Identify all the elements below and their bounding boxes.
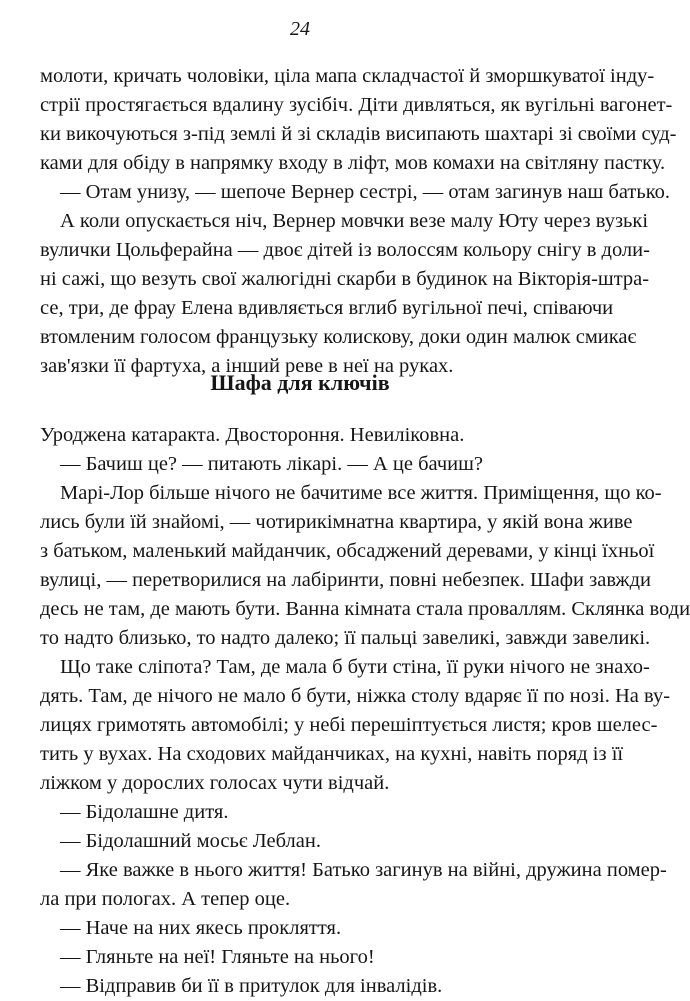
dialogue-line: — Отам унизу, — шепоче Вернер сестрі, — отам загинув наш батько. [60, 181, 670, 203]
dialogue-line: — Яке важке в нього життя! Батько загинув на війні, дружина помер- [60, 859, 667, 881]
text-line: лицях гримотять автомобілі; у небі перешіптується листя; кров шелес- [40, 714, 658, 736]
text-line: десь не там, де мають бути. Ванна кімната стала проваллям. Склянка води [40, 598, 690, 620]
chapter-heading: Шафа для ключів [210, 370, 390, 395]
text-line: тить у вухах. На сходових майданчиках, на кухні, навіть поряд із її [40, 743, 624, 765]
text-line: ками для обіду в напрямку входу в ліфт, мов комахи на світляну пастку. [40, 152, 666, 174]
text-line: Марі-Лор більше нічого не бачитиме все життя. Приміщення, що ко- [60, 482, 662, 504]
text-line: Що таке сліпота? Там, де мала б бути стіна, її руки нічого не знахо- [60, 656, 650, 678]
text-line: ла при пологах. А тепер оце. [40, 888, 291, 910]
text-line: вулиці, — перетворилися на лабіринти, повні небезпек. Шафи завжди [40, 569, 651, 591]
dialogue-line: — Бідолашний мосьє Леблан. [60, 830, 321, 852]
text-line: ліжком у дорослих голосах чути відчай. [40, 772, 390, 794]
text-line: лись були їй знайомі, — чотирикімнатна квартира, у якій вона живе [40, 511, 633, 533]
text-line: молоти, кричать чоловіки, ціла мапа складчастої й зморшкуватої інду- [40, 65, 655, 87]
text-block-1 [40, 62, 677, 381]
text-line: вулички Цольферайна — двоє дітей із волоссям кольору снігу в доли- [40, 239, 650, 261]
page-number: 24 [290, 18, 310, 40]
text-line: Уроджена катаракта. Двостороння. Невиліковна. [40, 424, 465, 446]
dialogue-line: — Відправив би її в притулок для інвалідів. [60, 975, 443, 997]
text-line: А коли опускається ніч, Вернер мовчки везе малу Юту через вузькі [60, 210, 649, 232]
text-line: дять. Там, де нічого не мало б бути, ніжка столу вдаряє її по нозі. На ву- [40, 685, 671, 707]
dialogue-line: — Бідолашне дитя. [60, 801, 229, 823]
text-line: зав'язки її фартуха, а інший реве в неї на руках. [40, 355, 454, 377]
text-line: то надто близько, то надто далеко; її пальці завеликі, завжди завеликі. [40, 627, 651, 649]
text-line: се, три, де фрау Елена вдивляється вглиб вугільної печі, співаючи [40, 297, 614, 319]
text-line: втомленим голосом французьку колискову, доки один малюк смикає [40, 326, 637, 348]
text-line: ні сажі, що везуть свої жалюгідні скарби в будинок на Вікторія-штра- [40, 268, 650, 290]
text-line: ки викочуються з-під землі й зі складів висипають шахтарі зі своїми суд- [40, 123, 677, 145]
dialogue-line: — Наче на них якесь прокляття. [60, 917, 342, 939]
dialogue-line: — Бачиш це? — питають лікарі. — А це бачиш? [60, 453, 484, 475]
text-block-2 [40, 421, 690, 1001]
text-line: стрії простягається вдалину зусібіч. Діти дивляться, як вугільні вагонет- [40, 94, 673, 116]
dialogue-line: — Гляньте на неї! Гляньте на нього! [60, 946, 375, 968]
text-line: з батьком, маленький майданчик, обсаджений деревами, у кінці їхньої [40, 540, 655, 562]
